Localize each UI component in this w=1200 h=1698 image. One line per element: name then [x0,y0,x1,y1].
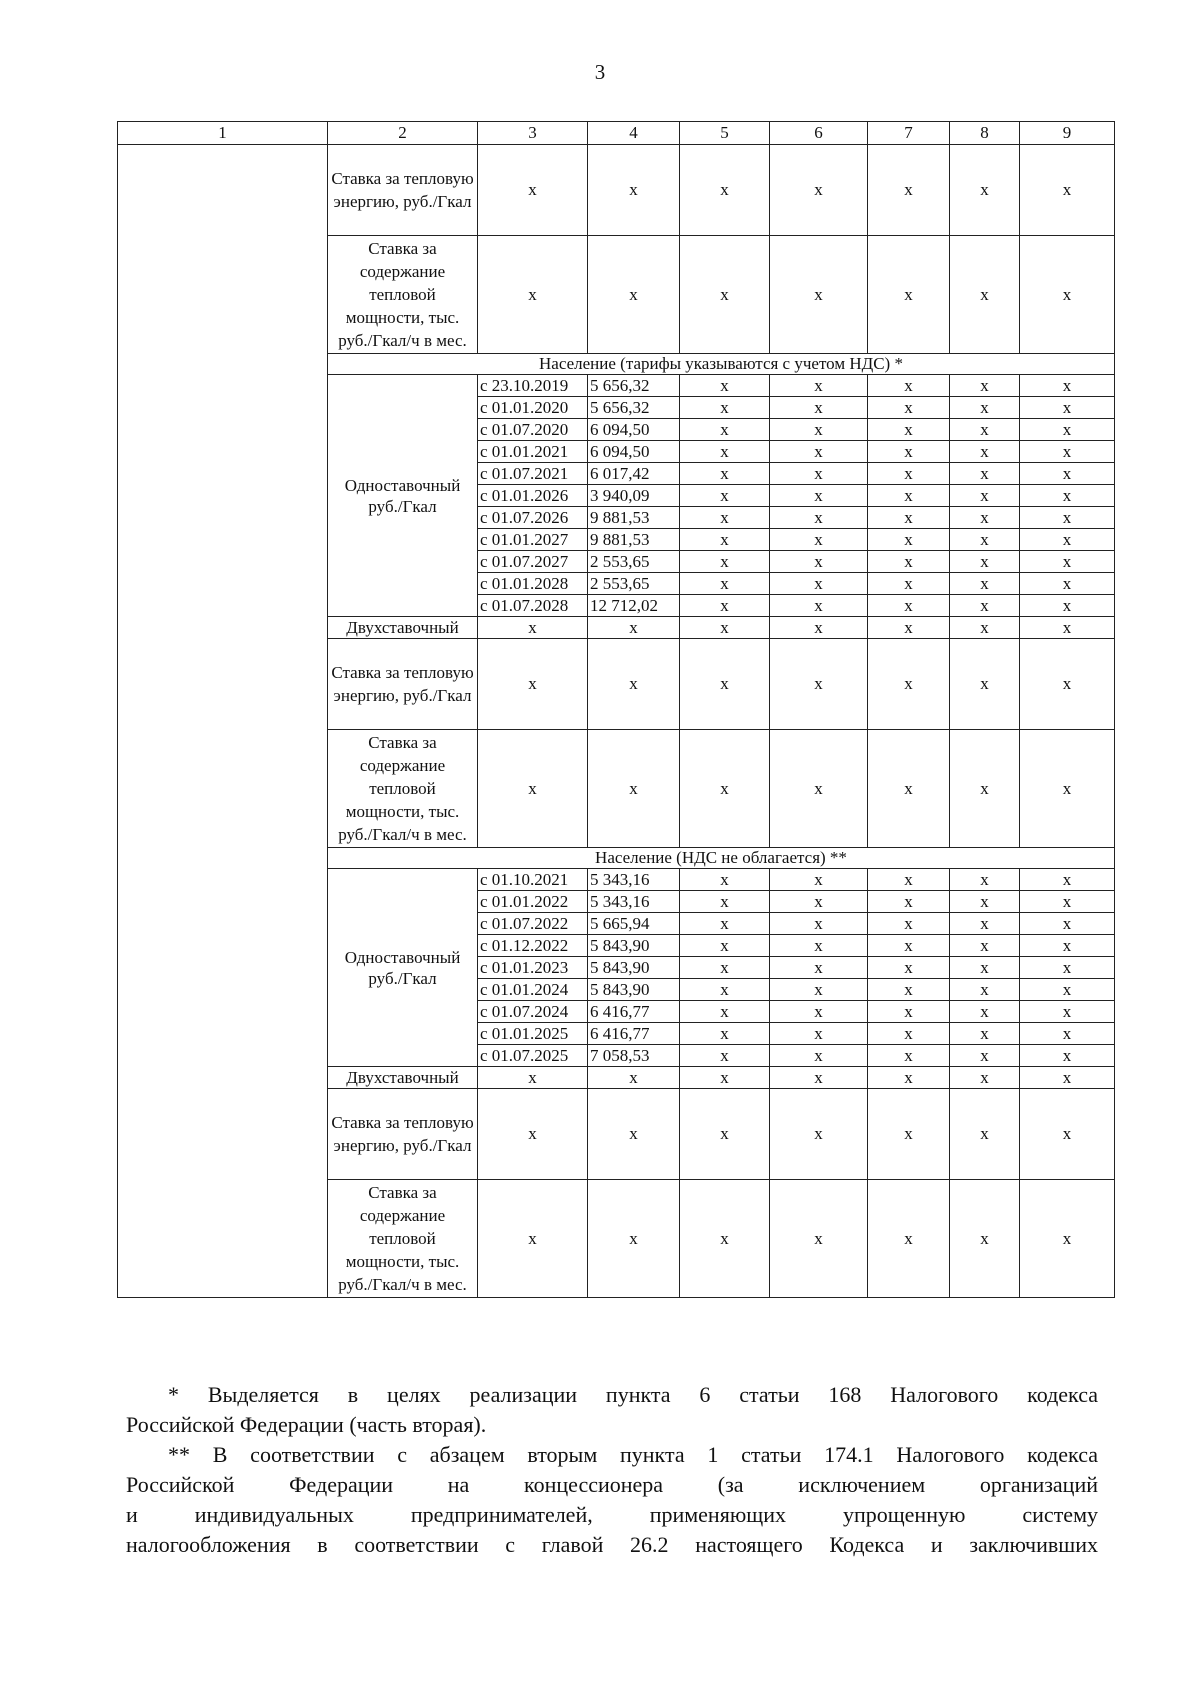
x-cell: x [770,1067,868,1089]
effective-date: с 01.01.2025 [478,1023,588,1045]
x-cell: x [950,1089,1020,1180]
x-cell: x [680,419,770,441]
column-header: 7 [868,122,950,145]
x-cell: x [770,551,868,573]
column-header: 6 [770,122,868,145]
footnote-2-line-1: ** В соответствии с абзацем вторым пункта 1 статьи 174.1 Налогового кодекса [168,1442,1098,1467]
effective-date: с 01.07.2020 [478,419,588,441]
x-cell: x [680,1180,770,1298]
x-cell: x [868,507,950,529]
x-cell: x [950,595,1020,617]
x-cell: x [770,441,868,463]
x-cell: x [770,1089,868,1180]
x-cell: x [770,639,868,730]
x-cell: x [478,1180,588,1298]
effective-date: с 23.10.2019 [478,375,588,397]
tariff-value: 6 094,50 [588,419,680,441]
x-cell: x [1020,419,1115,441]
x-cell: x [770,507,868,529]
x-cell: x [588,1180,680,1298]
x-cell: x [1020,639,1115,730]
footnotes [126,1380,1098,1560]
x-cell: x [588,1067,680,1089]
single-rate-label: Одноставочный руб./Гкал [328,375,478,617]
x-cell: x [680,869,770,891]
x-cell: x [950,935,1020,957]
x-cell: x [1020,573,1115,595]
tariff-value: 3 940,09 [588,485,680,507]
x-cell: x [950,236,1020,354]
x-cell: x [950,957,1020,979]
two-rate-label: Двухставочный [328,617,478,639]
x-cell: x [1020,1067,1115,1089]
x-cell: x [680,913,770,935]
effective-date: с 01.07.2021 [478,463,588,485]
x-cell: x [868,639,950,730]
x-cell: x [868,957,950,979]
x-cell: x [680,551,770,573]
x-cell: x [680,1089,770,1180]
effective-date: с 01.01.2020 [478,397,588,419]
x-cell: x [680,979,770,1001]
x-cell: x [588,639,680,730]
x-cell: x [868,145,950,236]
x-cell: x [1020,375,1115,397]
tariff-value: 5 843,90 [588,957,680,979]
x-cell: x [680,935,770,957]
column-header: 4 [588,122,680,145]
tariff-value: 5 843,90 [588,935,680,957]
x-cell: x [588,730,680,848]
x-cell: x [868,1045,950,1067]
x-cell: x [1020,441,1115,463]
x-cell: x [950,463,1020,485]
x-cell: x [680,485,770,507]
effective-date: с 01.07.2025 [478,1045,588,1067]
footnote-2-line-4: налогообложения в соответствии с главой 26.2 настоящего Кодекса и заключивших [126,1532,1098,1557]
column-header: 3 [478,122,588,145]
x-cell: x [868,1180,950,1298]
tariff-value: 7 058,53 [588,1045,680,1067]
x-cell: x [770,913,868,935]
effective-date: с 01.01.2022 [478,891,588,913]
x-cell: x [868,551,950,573]
effective-date: с 01.01.2023 [478,957,588,979]
x-cell: x [1020,891,1115,913]
x-cell: x [478,1067,588,1089]
section-title: Население (НДС не облагается) ** [328,848,1115,869]
x-cell: x [478,145,588,236]
rate-name: Ставка за содержание тепловой мощности, тыс. руб./Гкал/ч в мес. [328,730,478,848]
rate-row [118,145,1115,236]
x-cell: x [770,145,868,236]
x-cell: x [950,891,1020,913]
x-cell: x [1020,1001,1115,1023]
x-cell: x [1020,236,1115,354]
rate-name: Ставка за тепловую энергию, руб./Гкал [328,1089,478,1180]
effective-date: с 01.07.2022 [478,913,588,935]
x-cell: x [680,957,770,979]
x-cell: x [950,551,1020,573]
x-cell: x [950,573,1020,595]
x-cell: x [680,595,770,617]
tariff-value: 12 712,02 [588,595,680,617]
effective-date: с 01.07.2028 [478,595,588,617]
x-cell: x [868,573,950,595]
x-cell: x [868,1089,950,1180]
two-rate-label: Двухставочный [328,1067,478,1089]
x-cell: x [680,145,770,236]
rate-name: Ставка за содержание тепловой мощности, тыс. руб./Гкал/ч в мес. [328,236,478,354]
tariff-value: 6 416,77 [588,1023,680,1045]
x-cell: x [950,1180,1020,1298]
x-cell: x [1020,869,1115,891]
tariff-value: 5 665,94 [588,913,680,935]
x-cell: x [950,1045,1020,1067]
x-cell: x [588,236,680,354]
column-header: 8 [950,122,1020,145]
tariff-value: 6 094,50 [588,441,680,463]
x-cell: x [770,1180,868,1298]
x-cell: x [868,1001,950,1023]
x-cell: x [770,979,868,1001]
x-cell: x [478,730,588,848]
x-cell: x [588,1089,680,1180]
x-cell: x [770,891,868,913]
x-cell: x [1020,979,1115,1001]
tariff-value: 5 843,90 [588,979,680,1001]
x-cell: x [478,617,588,639]
column-header: 1 [118,122,328,145]
x-cell: x [680,730,770,848]
x-cell: x [770,869,868,891]
x-cell: x [868,463,950,485]
effective-date: с 01.07.2027 [478,551,588,573]
x-cell: x [1020,913,1115,935]
column-header: 5 [680,122,770,145]
x-cell: x [950,441,1020,463]
x-cell: x [950,617,1020,639]
effective-date: с 01.07.2024 [478,1001,588,1023]
x-cell: x [770,1001,868,1023]
x-cell: x [868,419,950,441]
x-cell: x [680,617,770,639]
x-cell: x [680,1001,770,1023]
x-cell: x [1020,1023,1115,1045]
column-header: 9 [1020,122,1115,145]
x-cell: x [950,639,1020,730]
x-cell: x [868,397,950,419]
x-cell: x [680,507,770,529]
x-cell: x [950,419,1020,441]
x-cell: x [680,463,770,485]
x-cell: x [950,1023,1020,1045]
x-cell: x [770,595,868,617]
x-cell: x [950,1001,1020,1023]
x-cell: x [680,1045,770,1067]
x-cell: x [868,730,950,848]
x-cell: x [770,1023,868,1045]
x-cell: x [950,397,1020,419]
x-cell: x [770,419,868,441]
x-cell: x [1020,957,1115,979]
x-cell: x [868,485,950,507]
page-number: 3 [594,60,606,84]
x-cell: x [868,375,950,397]
tariff-value: 6 416,77 [588,1001,680,1023]
tariff-value: 2 553,65 [588,551,680,573]
x-cell: x [770,573,868,595]
x-cell: x [1020,1180,1115,1298]
x-cell: x [680,639,770,730]
rate-name: Ставка за содержание тепловой мощности, тыс. руб./Гкал/ч в мес. [328,1180,478,1298]
x-cell: x [1020,595,1115,617]
x-cell: x [868,441,950,463]
rate-name: Ставка за тепловую энергию, руб./Гкал [328,145,478,236]
tariff-table [117,121,1115,1298]
x-cell: x [680,441,770,463]
tariff-value: 5 656,32 [588,375,680,397]
section-title: Население (тарифы указываются с учетом НДС) * [328,354,1115,375]
effective-date: с 01.10.2021 [478,869,588,891]
x-cell: x [770,935,868,957]
x-cell: x [478,639,588,730]
blank-column-1 [118,145,328,1298]
x-cell: x [1020,485,1115,507]
tariff-value: 5 656,32 [588,397,680,419]
tariff-value: 5 343,16 [588,891,680,913]
tariff-value: 6 017,42 [588,463,680,485]
x-cell: x [950,375,1020,397]
x-cell: x [680,236,770,354]
header-row [118,122,1115,145]
x-cell: x [770,957,868,979]
tariff-value: 9 881,53 [588,507,680,529]
tariff-value: 2 553,65 [588,573,680,595]
x-cell: x [1020,730,1115,848]
x-cell: x [1020,507,1115,529]
x-cell: x [868,891,950,913]
x-cell: x [588,617,680,639]
effective-date: с 01.01.2024 [478,979,588,1001]
x-cell: x [1020,617,1115,639]
x-cell: x [950,485,1020,507]
x-cell: x [770,463,868,485]
x-cell: x [1020,397,1115,419]
x-cell: x [868,979,950,1001]
effective-date: с 01.01.2021 [478,441,588,463]
x-cell: x [868,595,950,617]
x-cell: x [950,730,1020,848]
x-cell: x [478,1089,588,1180]
x-cell: x [770,617,868,639]
footnote-1-line-2: Российской Федерации (часть вторая). [126,1412,487,1437]
x-cell: x [770,397,868,419]
footnote-2-line-3: и индивидуальных предпринимателей, применяющих упрощенную систему [126,1502,1098,1527]
x-cell: x [950,1067,1020,1089]
x-cell: x [680,375,770,397]
effective-date: с 01.01.2026 [478,485,588,507]
x-cell: x [770,730,868,848]
x-cell: x [770,236,868,354]
x-cell: x [1020,1089,1115,1180]
x-cell: x [950,979,1020,1001]
x-cell: x [680,1023,770,1045]
x-cell: x [1020,529,1115,551]
x-cell: x [680,573,770,595]
x-cell: x [950,869,1020,891]
x-cell: x [950,507,1020,529]
x-cell: x [770,375,868,397]
tariff-value: 9 881,53 [588,529,680,551]
x-cell: x [588,145,680,236]
tariff-value: 5 343,16 [588,869,680,891]
x-cell: x [1020,551,1115,573]
effective-date: с 01.01.2028 [478,573,588,595]
rate-name: Ставка за тепловую энергию, руб./Гкал [328,639,478,730]
x-cell: x [868,617,950,639]
x-cell: x [1020,935,1115,957]
x-cell: x [950,913,1020,935]
x-cell: x [680,1067,770,1089]
x-cell: x [950,529,1020,551]
x-cell: x [1020,1045,1115,1067]
x-cell: x [868,236,950,354]
footnote-1-line-1: * Выделяется в целях реализации пункта 6 статьи 168 Налогового кодекса [168,1382,1098,1407]
effective-date: с 01.07.2026 [478,507,588,529]
single-rate-label: Одноставочный руб./Гкал [328,869,478,1067]
effective-date: с 01.12.2022 [478,935,588,957]
effective-date: с 01.01.2027 [478,529,588,551]
x-cell: x [868,1023,950,1045]
x-cell: x [680,529,770,551]
x-cell: x [1020,145,1115,236]
x-cell: x [950,145,1020,236]
x-cell: x [770,485,868,507]
x-cell: x [478,236,588,354]
x-cell: x [868,529,950,551]
x-cell: x [868,869,950,891]
x-cell: x [868,935,950,957]
x-cell: x [1020,463,1115,485]
x-cell: x [680,397,770,419]
x-cell: x [680,891,770,913]
x-cell: x [770,1045,868,1067]
x-cell: x [868,1067,950,1089]
x-cell: x [770,529,868,551]
column-header: 2 [328,122,478,145]
x-cell: x [868,913,950,935]
footnote-2-line-2: Российской Федерации на концессионера (за исключением организаций [126,1472,1098,1497]
